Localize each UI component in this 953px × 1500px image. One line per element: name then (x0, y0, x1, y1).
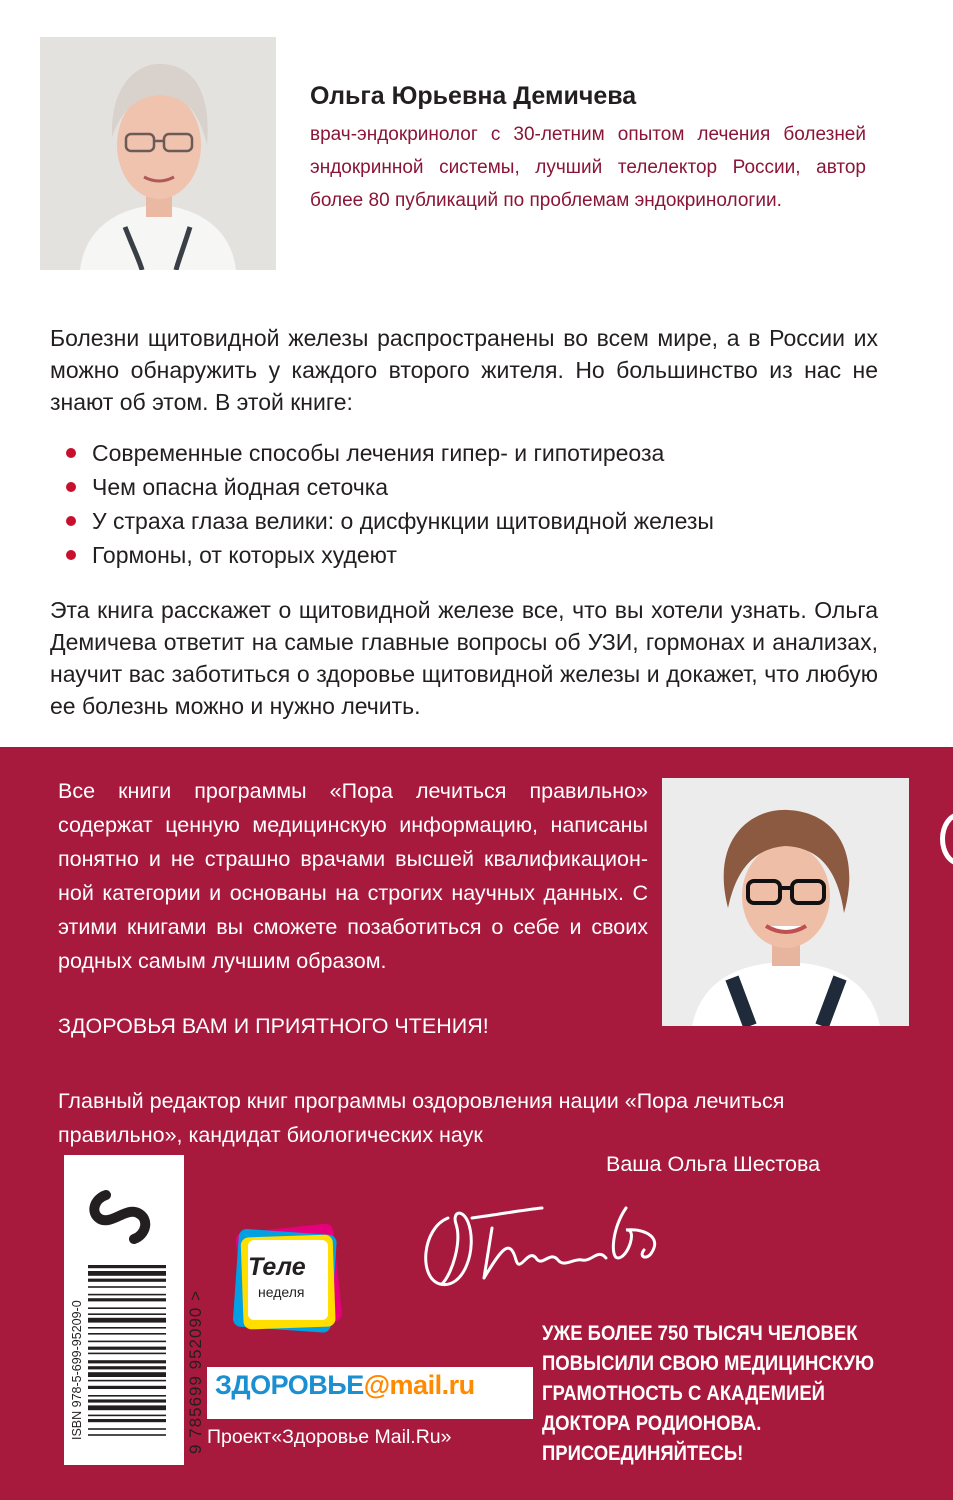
editor-photo (662, 778, 909, 1026)
academy-line: ПРИСОЕДИНЯЙТЕСЬ! (542, 1441, 744, 1465)
barcode-bar (88, 1298, 166, 1301)
barcode-bar (88, 1372, 166, 1377)
barcode-bar (88, 1294, 166, 1296)
barcode-bar (88, 1434, 166, 1436)
bullet-icon (66, 550, 76, 560)
barcode-bar (88, 1271, 166, 1276)
signature-name: Ваша Ольга Шестова (606, 1152, 821, 1176)
barcode-bar (88, 1415, 166, 1417)
barcode-bar (88, 1405, 166, 1410)
academy-callout (542, 1318, 922, 1468)
barcode-bar (88, 1279, 166, 1282)
barcode-bar (88, 1360, 166, 1363)
academy-line: ГРАМОТНОСТЬ С АКАДЕМИЕЙ (542, 1381, 825, 1405)
academy-line: ДОКТОРА РОДИОНОВА. (542, 1411, 762, 1435)
list-item: У страха глаза велики: о дисфункции щитовидной железы (62, 504, 882, 538)
wish-text: ЗДОРОВЬЯ ВАМ И ПРИЯТНОГО ЧТЕНИЯ! (58, 1014, 489, 1038)
barcode-bar (88, 1353, 166, 1355)
isbn-label: ISBN 978-5-699-95209-0 (70, 1300, 84, 1440)
barcode-bar (88, 1265, 166, 1268)
author-photo (40, 37, 276, 270)
barcode-bar (88, 1341, 166, 1343)
barcode-bar (88, 1313, 166, 1315)
zdorovie-mail-text: ЗДОРОВЬЕ@mail.ru (215, 1370, 475, 1400)
barcode-bar (88, 1347, 166, 1350)
barcode-bar (88, 1419, 166, 1422)
barcode-bar (88, 1380, 166, 1382)
barcode-bar (88, 1395, 166, 1397)
academy-line: УЖЕ БОЛЕЕ 750 ТЫСЯЧ ЧЕЛОВЕК (542, 1321, 858, 1345)
barcode-bar (88, 1318, 166, 1323)
list-item: Гормоны, от которых худеют (62, 538, 882, 572)
bullet-icon (66, 482, 76, 492)
topics-list (62, 436, 882, 572)
tele-logo-subtext: неделя (258, 1284, 305, 1300)
signature-image (412, 1188, 692, 1298)
author-bio: врач-эндокринолог с 30-летним опытом лечения болезней эндокринной системы, лучший телелектор России, автор более 80 публикаций по проблемам эндокринологии. (310, 124, 866, 211)
isbn-digits: 9 785699 952090 > (186, 1289, 205, 1454)
barcode-bar (88, 1386, 166, 1389)
academy-line: ПОВЫСИЛИ СВОЮ МЕДИЦИНСКУЮ (542, 1351, 875, 1375)
intro-paragraph: Болезни щитовидной железы распространены во всем мире, а в России их можно обнаружить у каждого второго жителя. Но большинство из нас не знают об этом. В этой книге: (50, 325, 878, 415)
project-caption: Проект«Здоровье Mail.Ru» (207, 1426, 452, 1448)
tele-logo-text: Теле (248, 1253, 306, 1281)
barcode-bar (88, 1327, 166, 1329)
author-name: Ольга Юрьевна Демичева (310, 82, 637, 110)
bullet-icon (66, 516, 76, 526)
barcode-bar (88, 1286, 166, 1288)
barcode-bar (88, 1428, 166, 1430)
barcode-bar (88, 1399, 166, 1402)
barcode-bar (88, 1333, 166, 1335)
list-item: Чем опасна йодная сеточка (62, 470, 882, 504)
bullet-icon (66, 448, 76, 458)
outro-paragraph: Эта книга расскажет о щитовидной железе все, что вы хотели узнать. Ольга Демичева ответит на самые главные вопросы об УЗИ, гормонах и анализах, научит вас заботиться о здоровье щитовидной железы и докажет, что любую ее болезнь можно и нужно лечить. (50, 597, 878, 719)
barcode-bar (88, 1366, 166, 1369)
barcode-bar (88, 1307, 166, 1309)
program-description: Все книги программы «Пора лечиться правильно» содержат ценную медицинскую информацию, написаны понятно и не страшно врачами высшей квалификацион-ной категории и основаны на строгих научных данных. С этими книгами вы сможете позаботиться о себе и своих родных самым лучшим образом. (58, 779, 648, 973)
list-item: Современные способы лечения гипер- и гипотиреоза (62, 436, 882, 470)
editor-credit: Главный редактор книг программы оздоровления нации «Пора лечиться правильно», кандидат биологических наук (58, 1089, 785, 1147)
